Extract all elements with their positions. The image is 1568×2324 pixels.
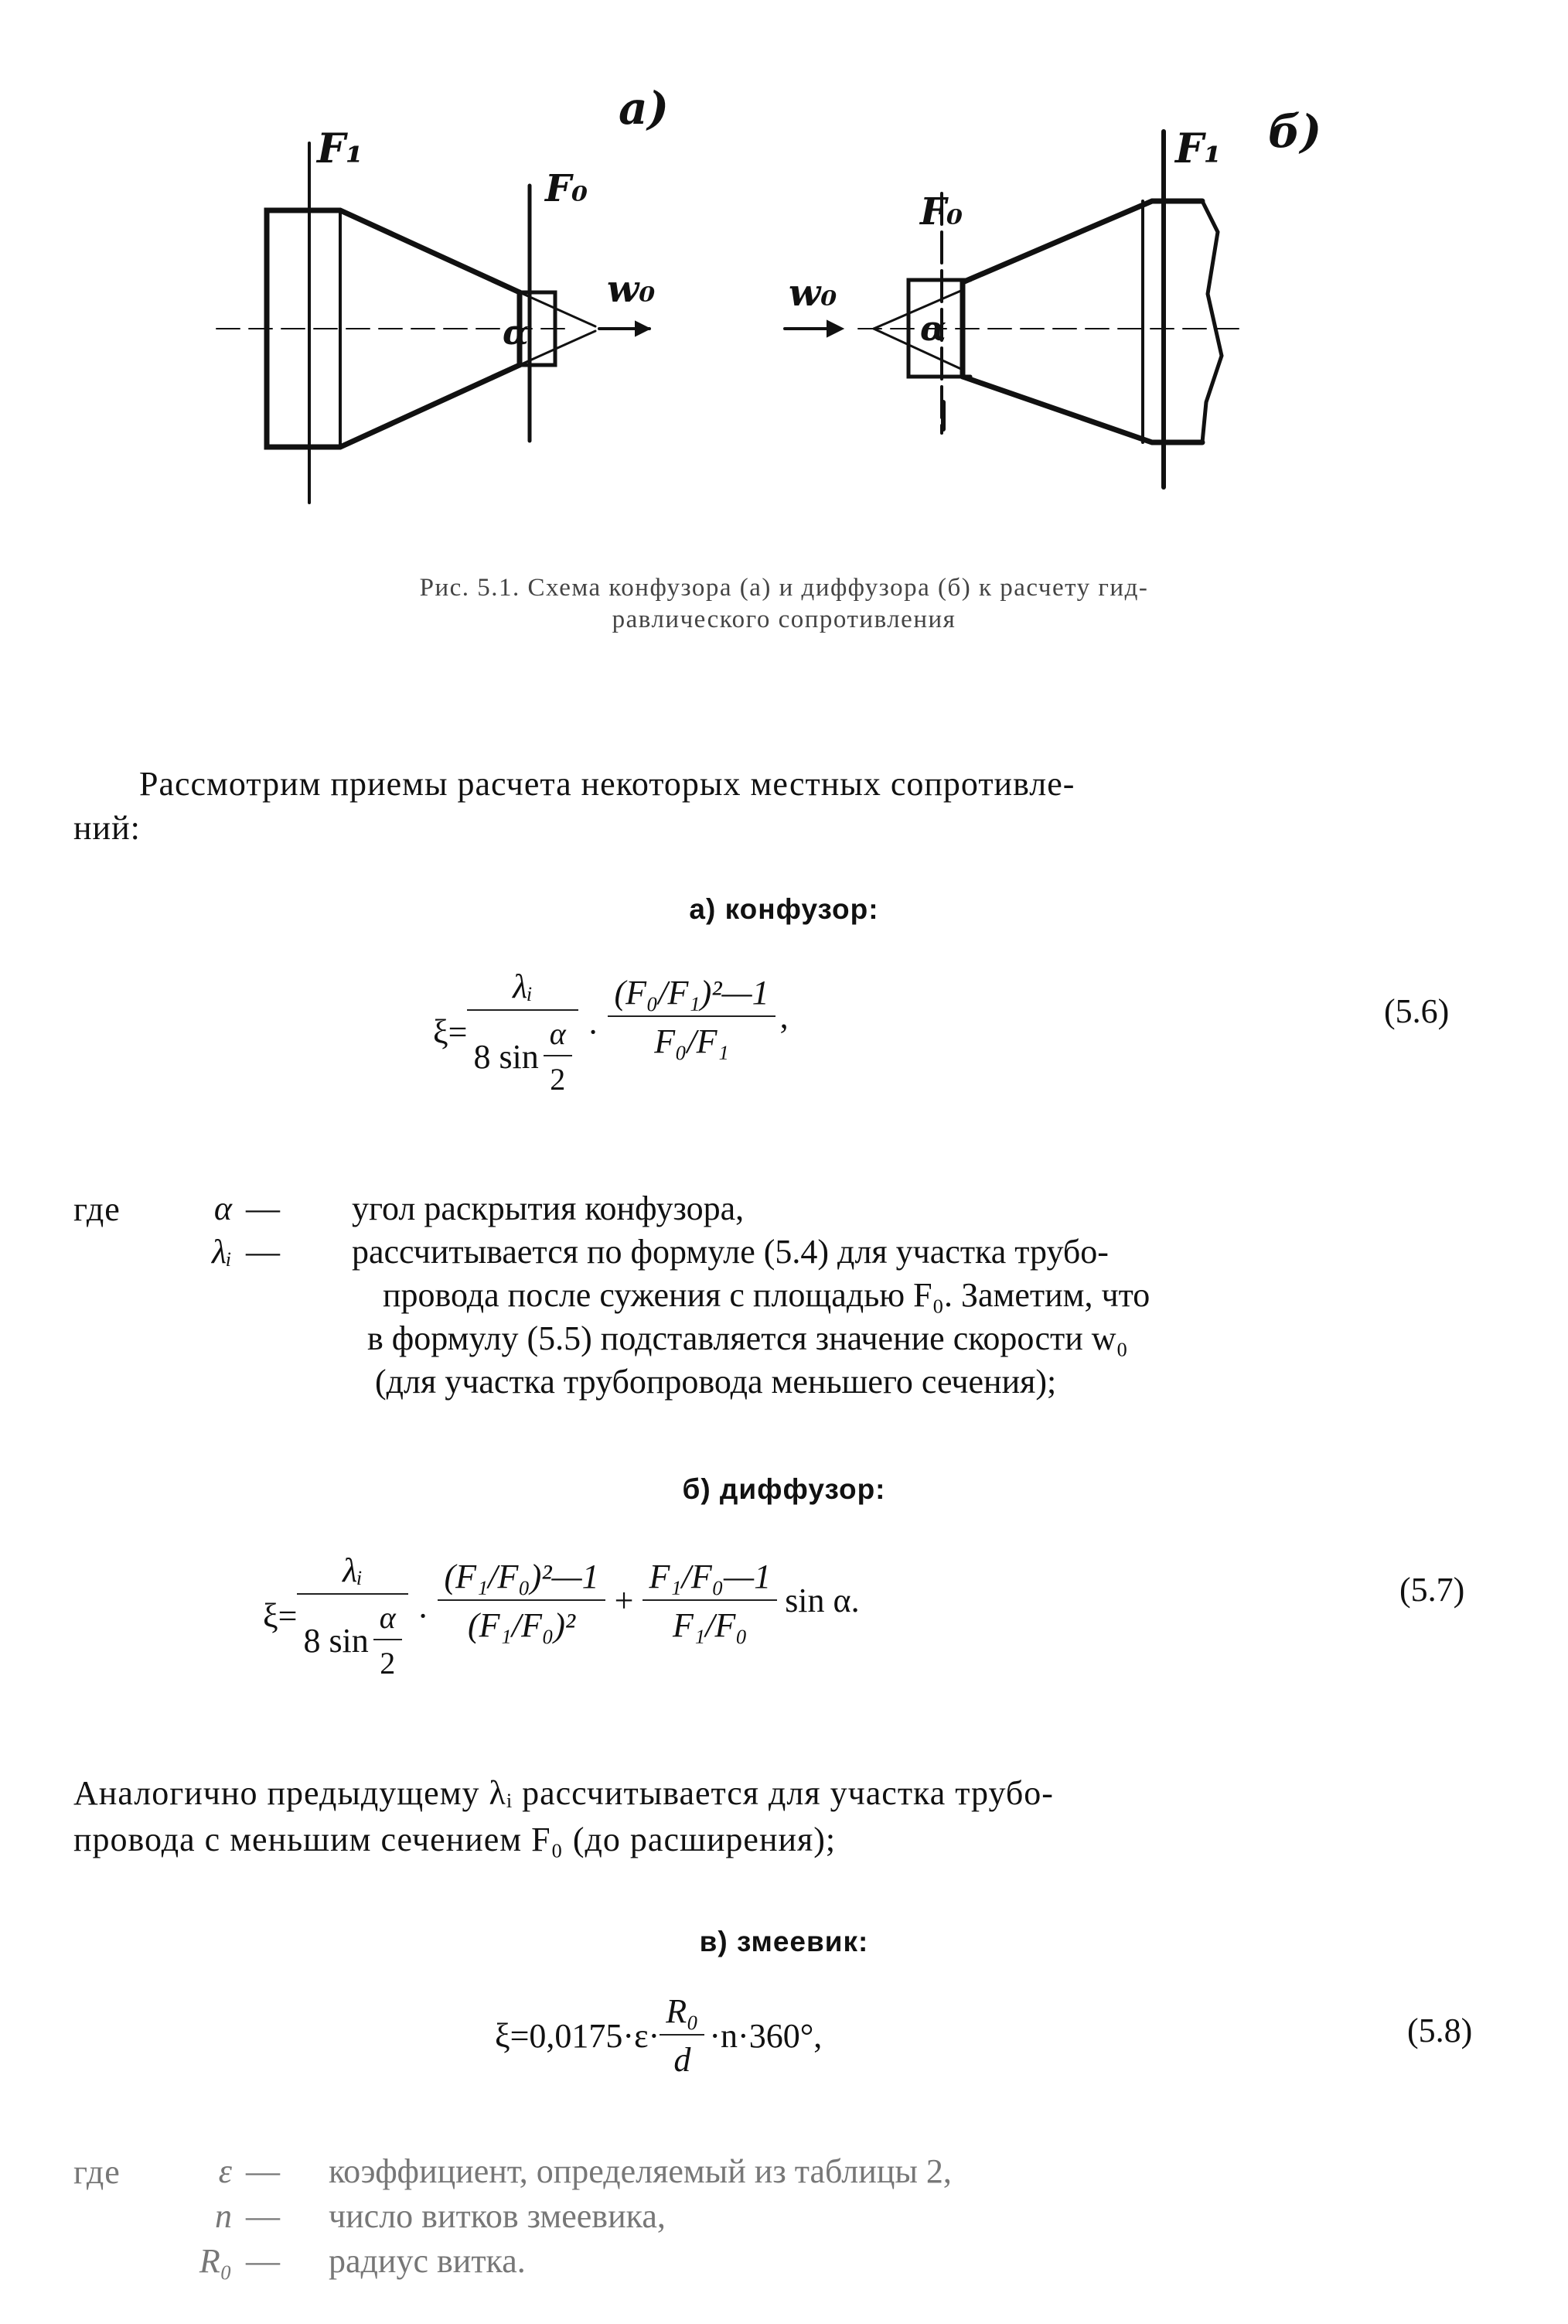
eq57-lambda: λᵢ	[343, 1551, 363, 1589]
eq56-frac1	[467, 967, 578, 1097]
after-b-line-2: провода с меньшим сечением F₀ (до расширения);	[73, 1821, 837, 1858]
eq58-lhs: ξ=0,0175·ε·	[495, 2016, 660, 2055]
eq57-frac3	[643, 1557, 777, 1645]
where-label-c: где	[73, 2153, 121, 2191]
eq56-xi: ξ=	[433, 1013, 468, 1051]
eq57-number: (5.7)	[1399, 1571, 1465, 1609]
eq57-frac2	[438, 1557, 605, 1645]
equation-5-7	[263, 1551, 860, 1681]
eq56-den2: F₀/F₁	[654, 1022, 729, 1060]
heading-coil: в) змеевик:	[699, 1926, 869, 1957]
label-f1-left: F₁	[317, 125, 363, 172]
def-a-text-2: провода после сужения с площадью F₀. Заметим, что	[383, 1276, 1150, 1314]
eq57-two: 2	[380, 1646, 396, 1681]
def-a-term-1: λᵢ	[211, 1233, 232, 1271]
def-c-term-2: R₀	[199, 2242, 232, 2280]
eq56-den-prefix: 8 sin	[473, 1037, 539, 1076]
figure-diagram	[0, 0, 1568, 557]
eq56-number: (5.6)	[1384, 992, 1450, 1030]
def-c-dash-1: —	[246, 2197, 280, 2235]
eq56-frac2	[608, 973, 775, 1061]
heading-diffuser: б) диффузор:	[682, 1473, 886, 1505]
def-c-term-1: n	[215, 2197, 232, 2235]
eq57-num3: F₁/F₀—1	[649, 1557, 772, 1595]
label-w0-left: w₀	[607, 268, 656, 311]
eq56-alpha: α	[549, 1016, 566, 1051]
def-c-dash-2: —	[246, 2242, 280, 2280]
intro-line-1: Рассмотрим приемы расчета некоторых местных сопротивле-	[139, 765, 1075, 803]
equation-5-8	[495, 1991, 822, 2080]
def-c-text-1: число витков змеевика,	[329, 2197, 666, 2235]
def-a-text-1: рассчитывается по формуле (5.4) для участка трубо-	[352, 1233, 1109, 1271]
eq57-xi: ξ=	[263, 1597, 298, 1635]
label-f0-left: F₀	[545, 167, 588, 210]
eq57-num2: (F₁/F₀)²—1	[444, 1557, 599, 1595]
eq58-number: (5.8)	[1407, 2012, 1473, 2049]
def-c-text-0: коэффициент, определяемый из таблицы 2,	[329, 2152, 952, 2190]
eq57-den-prefix: 8 sin	[303, 1621, 369, 1660]
eq57-den2: (F₁/F₀)²	[468, 1606, 576, 1644]
eq57-dot: ·	[417, 1597, 429, 1635]
definitions-c	[147, 2150, 1461, 2305]
def-a-dash-0: —	[246, 1189, 280, 1227]
eq58-frac	[660, 1991, 704, 2080]
def-a-term-0: α	[213, 1189, 232, 1227]
caption-line-2: равлического сопротивления	[612, 606, 956, 634]
intro-line-2: ний:	[73, 809, 141, 847]
eq57-alpha: α	[379, 1600, 396, 1635]
figure-caption	[0, 572, 1568, 636]
label-w0-right: w₀	[789, 271, 837, 315]
def-a-text-0: угол раскрытия конфузора,	[352, 1189, 745, 1227]
eq57-tail: sin α.	[785, 1582, 860, 1619]
definitions-a	[147, 1187, 1539, 1419]
caption-line-1: Рис. 5.1. Схема конфузора (а) и диффузора (б) к расчету гид-	[419, 574, 1149, 602]
def-a-text-3: в формулу (5.5) подставляется значение скорости w₀	[367, 1319, 1128, 1357]
def-c-text-2: радиус витка.	[329, 2242, 526, 2280]
label-alpha-left: α	[503, 313, 529, 353]
eq58-tail: ·n·360°,	[709, 2016, 823, 2055]
figure-label-a: а)	[619, 82, 670, 135]
eq56-num2: (F₀/F₁)²—1	[614, 973, 769, 1012]
def-a-dash-1: —	[246, 1233, 280, 1271]
def-a-text-4: (для участка трубопровода меньшего сечения);	[375, 1363, 1057, 1401]
heading-confusor: а) конфузор:	[689, 893, 879, 925]
eq56-two: 2	[550, 1062, 566, 1097]
eq58-den: d	[673, 2041, 691, 2079]
eq57-frac1	[297, 1551, 407, 1681]
eq56-lambda: λᵢ	[513, 967, 533, 1005]
label-alpha-right: α	[920, 309, 946, 349]
eq57-plus: +	[614, 1582, 634, 1619]
eq57-den3: F₁/F₀	[673, 1606, 748, 1644]
equation-5-6	[433, 967, 789, 1097]
after-b-line-1: Аналогично предыдущему λᵢ рассчитывается для участка трубо-	[73, 1774, 1054, 1812]
eq58-num: R₀	[666, 1992, 699, 2030]
eq56-comma: ,	[779, 998, 789, 1036]
def-c-dash-0: —	[246, 2152, 280, 2190]
figure-label-b: б)	[1268, 105, 1322, 158]
label-f0-right: F₀	[920, 190, 963, 234]
label-f1-right: F₁	[1175, 125, 1222, 172]
eq56-dot: ·	[587, 1013, 599, 1051]
where-label-a: где	[73, 1190, 121, 1228]
def-c-term-0: ε	[218, 2152, 232, 2190]
